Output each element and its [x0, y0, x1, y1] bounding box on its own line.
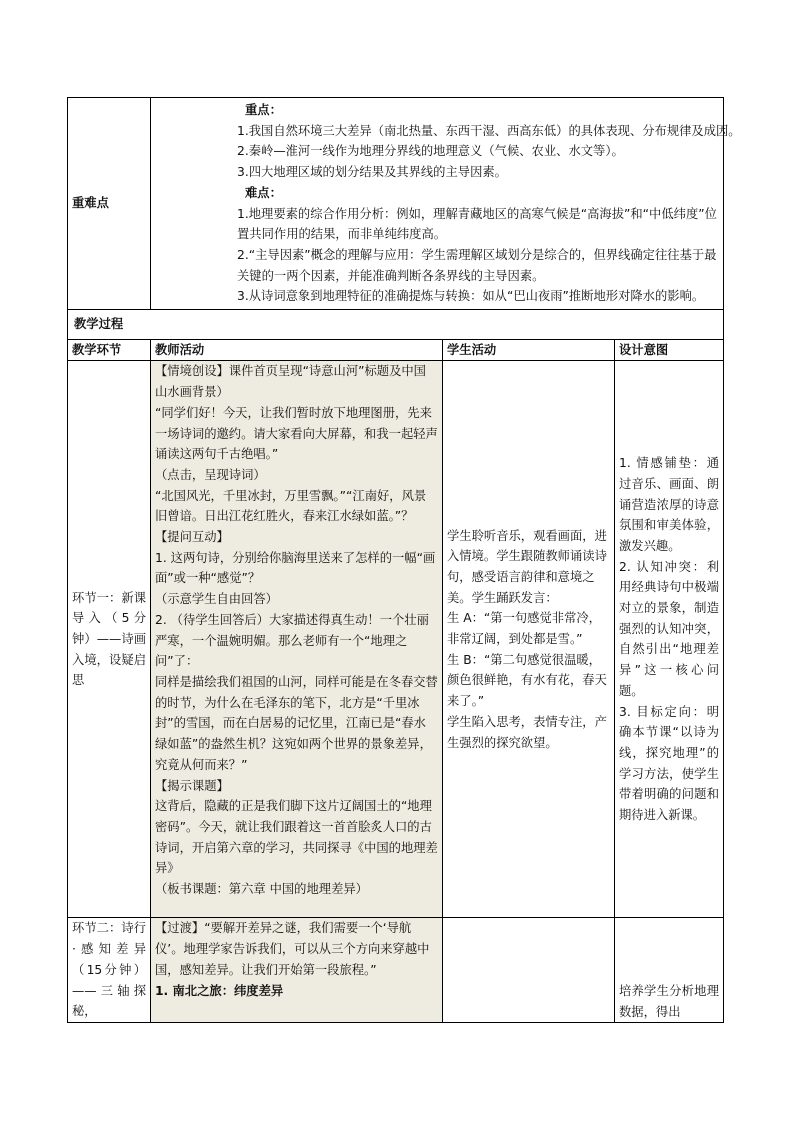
nandian-item: 2.“主导因素”概念的理解与应用：学生需理解区域划分是综合的，但界线确定往往基于最关键的一两个因素，并能准确判断各条界线的主导因素。: [237, 247, 717, 283]
student-line: 生 B：“第二句感觉很温暖，颜色很鲜艳，有水有花，春天来了。”: [447, 652, 607, 709]
design-line: 1. 情感铺垫：通过音乐、画面、朗诵营造浓厚的诗意氛围和审美体验，激发兴趣。: [619, 456, 719, 553]
teacher-line: （点击，呈现诗词）: [155, 467, 266, 482]
stage1-student: [443, 361, 615, 918]
key-points-row: [68, 98, 724, 310]
stage1-row: [68, 361, 724, 918]
header-stage: 教学环节: [68, 339, 151, 361]
student-line: 学生聆听音乐，观看画面，进入情境。学生跟随教师诵读诗句，感受语言韵律和意境之美。学生踊跃发言：: [447, 528, 607, 605]
teacher-line: 1. 南北之旅：纬度差异: [155, 983, 284, 998]
design-line: 3. 目标定向：明确本节课“以诗为线，探究地理”的学习方法，使学生带着明确的问题和期待进入新课。: [619, 704, 719, 823]
teacher-line: 【提问互动】: [155, 530, 229, 545]
teacher-line: 2. （待学生回答后）大家描述得真生动！一个壮丽严寒，一个温婉明媚。那么老师有一个“地理之问”了：: [155, 612, 429, 669]
teacher-line: 同样是描绘我们祖国的山河，同样可能是在冬春交替的时节，为什么在毛泽东的笔下，北方是“千里冰封”的雪国，而在白居易的记忆里，江南已是“春水绿如蓝”的盎然生机？这宛如两个世界的景象差异，究竟从何而来？”: [155, 674, 438, 772]
teacher-line: 1. 这两句诗，分别给你脑海里送来了怎样的一幅“画面”或一种“感觉”？: [155, 550, 436, 586]
stage2-student: [443, 918, 615, 1023]
stage2-design: [615, 918, 724, 1023]
teacher-line: （板书课题：第六章 中国的地理差异）: [155, 882, 368, 897]
process-title: 教学过程: [68, 310, 724, 340]
design-line: 2. 认知冲突：利用经典诗句中极端对立的景象，制造强烈的认知冲突，自然引出“地理差异”这一核心问题。: [619, 559, 719, 698]
stage2-label: 环节二：诗行·感知差异（15分钟）——三轴探秘，: [68, 918, 151, 1023]
nandian-item: 1.地理要素的综合作用分析：例如，理解青藏地区的高寒气候是“高海拔”和“中低纬度”位置共同作用的结果，而非单纯纬度高。: [237, 206, 717, 242]
student-line: 学生陷入思考，表情专注，产生强烈的探究欲望。: [447, 714, 607, 750]
header-teacher: 教师活动: [151, 339, 443, 361]
stage1-label: 环节一：新课导入（5分钟）——诗画入境，设疑启思: [68, 361, 151, 918]
teacher-line: 【情境创设】课件首页呈现“诗意山河”标题及中国山水画背景）: [155, 364, 426, 400]
student-line: 生 A：“第一句感觉非常冷，非常辽阔，到处都是雪。”: [447, 611, 601, 647]
stage2-teacher: [151, 918, 443, 1023]
teacher-line: 这背后，隐藏的正是我们脚下这片辽阔国土的“地理密码”。今天，就让我们跟着这一首首脍炙人口的古诗词，开启第六章的学习，共同探寻《中国的地理差异》: [155, 799, 438, 876]
teacher-line: “同学们好！今天，让我们暂时放下地理图册，先来一场诗词的邀约。请大家看向大屏幕，和我一起轻声诵读这两句千古绝唱。”: [155, 405, 438, 462]
teacher-line: “北国风光，千里冰封，万里雪飘。”“江南好，风景旧曾谙。日出江花红胜火，春来江水绿如蓝。”？: [155, 488, 427, 524]
key-points-label: 重难点: [68, 98, 151, 310]
design-line: 培养学生分析地理数据，得出: [619, 984, 719, 1019]
zhongdian-title: 重点：: [245, 103, 282, 117]
teacher-line: 【揭示课题】: [155, 778, 229, 793]
table-header-row: [68, 339, 724, 361]
key-points-content: [151, 98, 741, 310]
stage2-row: [68, 918, 724, 1023]
zhongdian-item: 2.秦岭—淮河一线作为地理分界线的地理意义（气候、农业、水文等）。: [237, 144, 624, 159]
teacher-line: （示意学生自由回答）: [155, 592, 278, 607]
process-title-row: [68, 310, 724, 340]
zhongdian-item: 3.四大地理区域的划分结果及其界线的主导因素。: [237, 165, 507, 180]
header-design: 设计意图: [615, 339, 724, 361]
teacher-line: 【过渡】“要解开差异之谜，我们需要一个‘导航仪’。地理学家告诉我们，可以从三个方向来穿越中国，感知差异。让我们开始第一段旅程。”: [155, 921, 430, 977]
lesson-plan-table: [67, 97, 741, 1023]
nandian-title: 难点：: [245, 185, 282, 200]
header-student: 学生活动: [443, 339, 615, 361]
stage1-teacher: [151, 361, 443, 918]
zhongdian-item: 1.我国自然环境三大差异（南北热量、东西干湿、西高东低）的具体表现、分布规律及成因。: [237, 123, 741, 138]
stage1-design: [615, 361, 724, 918]
nandian-item: 3.从诗词意象到地理特征的准确提炼与转换：如从“巴山夜雨”推断地形对降水的影响。: [237, 289, 705, 304]
